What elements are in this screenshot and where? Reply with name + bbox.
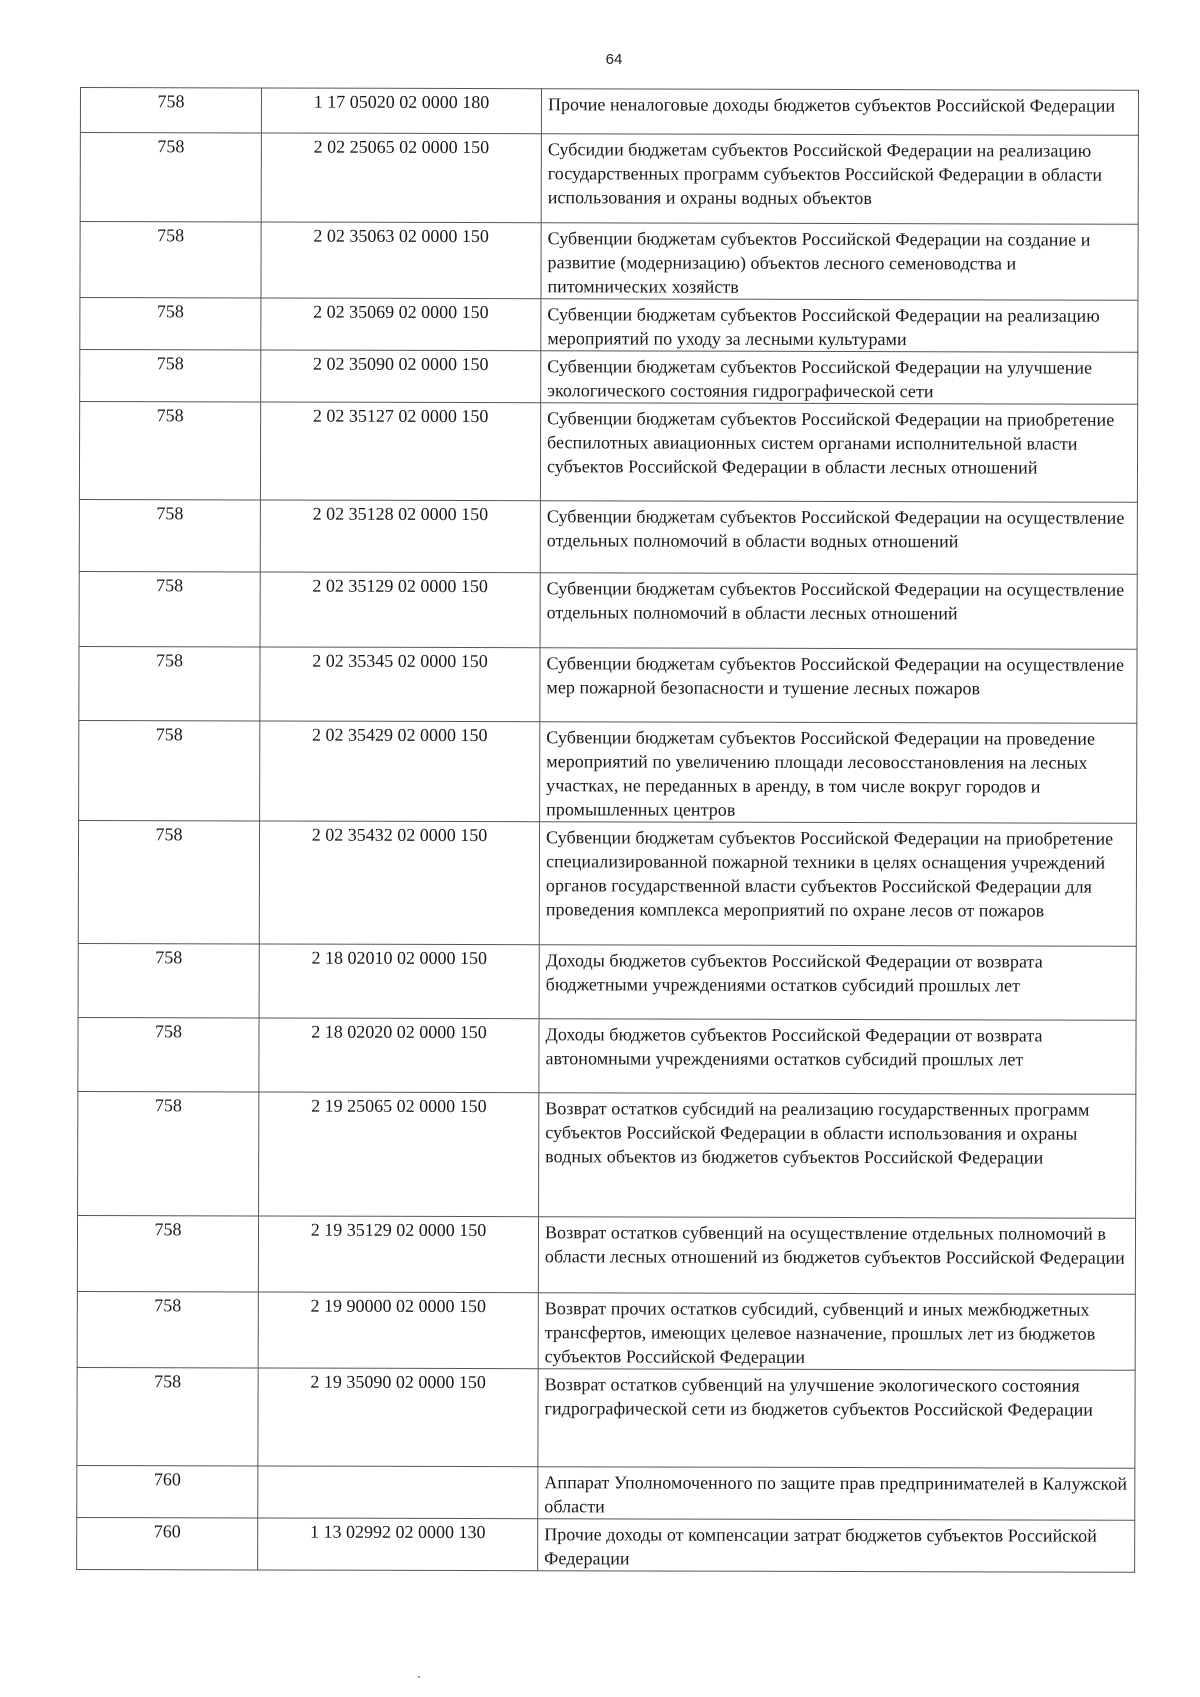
revenue-name-cell [541,134,1138,225]
admin-code-cell: 760 [77,1517,258,1569]
admin-code-cell: 758 [78,1091,259,1215]
revenue-name-text: Субвенции бюджетам субъектов Российской Федерации на создание и развитие (модернизацию) объектов лесного семеноводства и питомнических хозяйств [547,228,1091,297]
page-number: 64 [605,51,623,68]
table-row [80,350,1138,405]
table-row [78,943,1136,1020]
table-row [77,1215,1135,1294]
revenue-name-cell [539,822,1136,947]
table-body [77,88,1139,1573]
budget-code-cell: 2 18 02020 02 0000 150 [259,1018,539,1093]
admin-code-cell: 758 [79,571,260,646]
table-row [77,1517,1135,1572]
revenue-name-cell [540,573,1137,650]
budget-code-cell: 1 13 02992 02 0000 130 [258,1518,538,1571]
admin-code-cell: 758 [78,820,259,943]
admin-code-cell: 758 [77,1215,258,1291]
revenue-name-cell [538,1467,1135,1521]
revenue-name-text: Аппарат Уполномоченного по защите прав предпринимателей в Калужской области [544,1472,1128,1517]
revenue-name-text: Возврат остатков субвенций на улучшение экологического состояния гидрографической сети из бюджетов субъектов Российской Федерации [544,1374,1094,1420]
revenue-name-text: Доходы бюджетов субъектов Российской Федерации от возврата автономными учреждениями остатков субсидий прошлых лет [545,1024,1043,1070]
revenue-name-text: Субвенции бюджетам субъектов Российской Федерации на улучшение экологического состояния гидрографической сети [547,356,1093,402]
table-row [79,720,1137,823]
admin-code-cell: 760 [77,1465,258,1517]
revenue-name-cell [538,1293,1135,1371]
table-row [78,1017,1136,1094]
revenue-name-cell [541,351,1138,405]
revenue-name-text: Субвенции бюджетам субъектов Российской Федерации на осуществление отдельных полномочий в области водных отношений [546,506,1125,552]
admin-code-cell: 758 [80,133,261,222]
budget-code-cell: 2 19 35090 02 0000 150 [258,1368,538,1467]
budget-code-cell: 2 19 35129 02 0000 150 [258,1216,538,1293]
revenue-name-text: Субвенции бюджетам субъектов Российской Федерации на реализацию мероприятий по уходу за лесными культурами [547,304,1100,350]
revenue-name-text: Прочие неналоговые доходы бюджетов субъектов Российской Федерации [547,94,1116,116]
admin-code-cell: 758 [80,222,261,298]
revenue-name-cell [539,945,1136,1021]
budget-code-cell: 2 18 02010 02 0000 150 [259,944,539,1019]
scan-speck [418,1676,420,1678]
revenue-name-cell [539,1093,1136,1219]
revenue-name-cell [538,1519,1135,1573]
table-row [78,820,1136,946]
revenue-name-text: Возврат прочих остатков субсидий, субвенций и иных межбюджетных трансфертов, имеющих целевое назначение, прошлых лет из бюджетов субъектов Российской Федерации [544,1298,1096,1367]
revenue-name-text: Доходы бюджетов субъектов Российской Федерации от возврата бюджетными учреждениями остатков субсидий прошлых лет [545,950,1043,996]
budget-code-cell: 2 02 35127 02 0000 150 [260,402,540,501]
budget-code-cell: 2 02 25065 02 0000 150 [261,133,541,223]
budget-code-cell: 2 19 25065 02 0000 150 [259,1092,539,1217]
revenue-name-cell [538,1369,1135,1469]
admin-code-cell: 758 [80,88,261,133]
revenue-name-text: Субвенции бюджетам субъектов Российской Федерации на приобретение специализированной пожарной техники в целях оснащения учреждений органов государственной власти субъектов Российской Федерации для проведения комплекса мероприятий по охране лесов от пожаров [545,827,1114,921]
revenue-name-cell [541,299,1138,353]
revenue-name-cell [538,1217,1135,1295]
revenue-name-text: Субсидии бюджетам субъектов Российской Федерации на реализацию государственных программ субъектов Российской Федерации в области использования и охраны водных объектов [547,139,1103,209]
table-row [77,1291,1135,1370]
revenue-name-cell [540,403,1137,503]
admin-code-cell: 758 [77,1291,258,1367]
revenue-name-cell [540,501,1137,575]
budget-code-cell: 2 02 35429 02 0000 150 [260,721,540,822]
revenue-name-text: Субвенции бюджетам субъектов Российской Федерации на приобретение беспилотных авиационных систем органами исполнительной власти субъектов Российской Федерации в области лесных отношений [546,408,1115,478]
revenue-name-cell [540,722,1137,824]
table-row [77,1367,1135,1468]
table-row [77,1465,1135,1520]
revenue-name-text: Субвенции бюджетам субъектов Российской Федерации на осуществление мер пожарной безопасности и тушение лесных пожаров [546,653,1125,699]
table-row [79,499,1137,574]
revenue-name-cell [541,223,1138,301]
admin-code-cell: 758 [79,646,260,720]
revenue-name-cell [541,89,1138,136]
table-row [80,88,1138,136]
admin-code-cell: 758 [79,402,260,500]
budget-classification-table [76,87,1139,1573]
revenue-name-text: Субвенции бюджетам субъектов Российской Федерации на проведение мероприятий по увеличению площади лесовосстановления на лесных участках, не переданных в аренду, в том числе вокруг городов и промышленных центров [546,727,1096,820]
table-row [80,298,1138,353]
budget-code-cell: 2 02 35063 02 0000 150 [261,222,541,299]
budget-code-cell: 2 02 35069 02 0000 150 [261,298,541,351]
budget-code-cell: 2 02 35129 02 0000 150 [260,572,540,648]
budget-code-cell: 2 19 90000 02 0000 150 [258,1292,538,1369]
table-row [80,133,1138,225]
table-row [79,402,1137,503]
table-row [78,1091,1136,1218]
table-row [79,646,1137,723]
admin-code-cell: 758 [79,499,260,571]
admin-code-cell: 758 [77,1367,258,1465]
revenue-name-text: Субвенции бюджетам субъектов Российской Федерации на осуществление отдельных полномочий в области лесных отношений [546,578,1125,624]
table-row [79,571,1137,649]
revenue-name-text: Прочие доходы от компенсации затрат бюджетов субъектов Российской Федерации [544,1524,1097,1569]
revenue-name-text: Возврат остатков субвенций на осуществление отдельных полномочий в области лесных отношений из бюджетов субъектов Российской Федерации [544,1222,1125,1268]
budget-code-cell: 2 02 35345 02 0000 150 [260,647,540,722]
admin-code-cell: 758 [80,298,261,350]
table-row [80,222,1138,301]
revenue-name-text: Возврат остатков субсидий на реализацию государственных программ субъектов Российской Федерации в области использования и охраны водных объектов из бюджетов субъектов Российской Федерации [545,1098,1090,1168]
admin-code-cell: 758 [78,943,259,1017]
revenue-name-cell [539,1019,1136,1095]
budget-code-cell [258,1466,538,1519]
budget-code-cell: 1 17 05020 02 0000 180 [261,88,541,134]
budget-code-cell: 2 02 35432 02 0000 150 [259,821,539,945]
admin-code-cell: 758 [78,1017,259,1091]
admin-code-cell: 758 [80,350,261,402]
revenue-name-cell [540,648,1137,724]
budget-code-cell: 2 02 35090 02 0000 150 [261,350,541,403]
budget-code-cell: 2 02 35128 02 0000 150 [260,500,540,573]
admin-code-cell: 758 [79,720,260,820]
